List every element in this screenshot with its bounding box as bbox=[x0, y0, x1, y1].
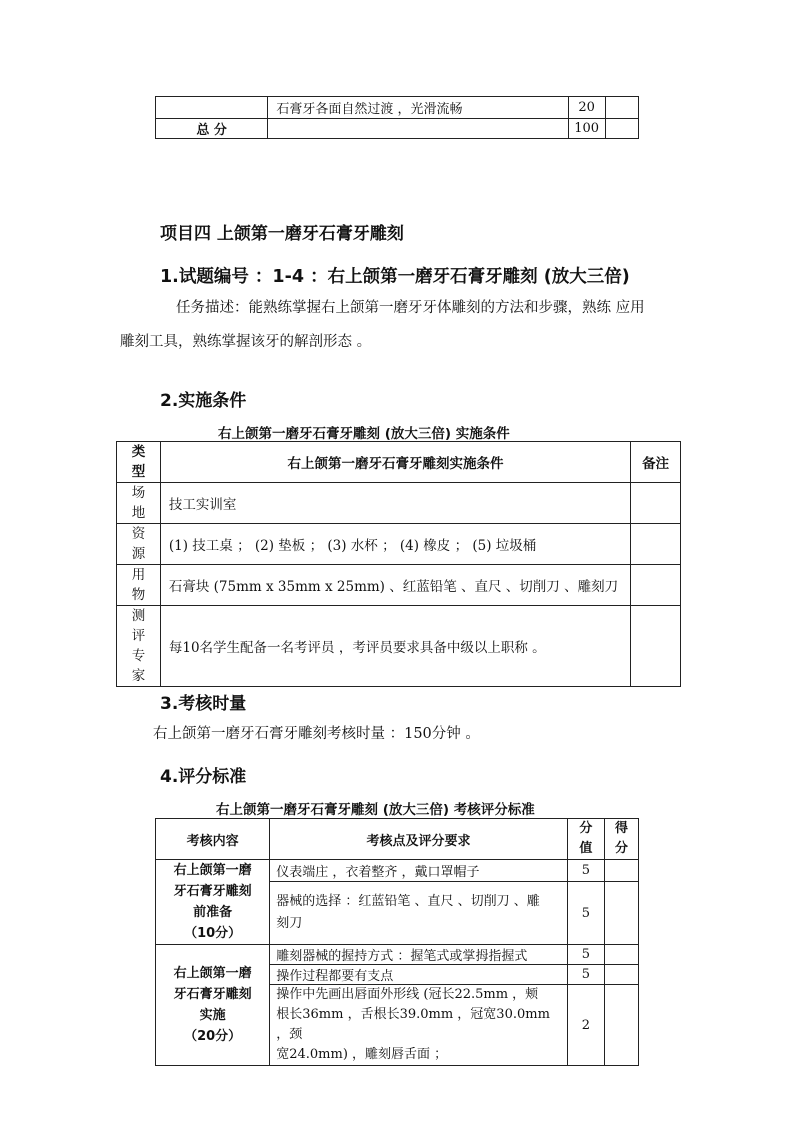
content-header: 考核内容 bbox=[156, 819, 270, 860]
score-header: 得 分 bbox=[604, 819, 638, 860]
score-cell bbox=[605, 97, 638, 119]
content-cell: (1) 技工桌 ； (2) 垫板 ； (3) 水杯 ； (4) 橡皮 ； (5) 垃圾桶 bbox=[160, 524, 630, 565]
section-1-heading: 1.试题编号 ：1-4 ：右上颌第一磨牙石膏牙雕刻 (放大三倍) bbox=[160, 267, 630, 287]
note-cell bbox=[631, 606, 681, 687]
score-cell bbox=[604, 965, 638, 985]
value-cell: 5 bbox=[567, 945, 604, 965]
score-cell bbox=[604, 985, 638, 1066]
task-description-line-2: 雕刻工具，熟练掌握该牙的解剖形态 。 bbox=[120, 334, 372, 350]
empty-cell bbox=[605, 119, 638, 139]
total-label: 总 分 bbox=[156, 119, 268, 139]
group-label-preparation: 右上颌第一磨 牙石膏牙雕刻 前准备 （10分） bbox=[156, 860, 270, 945]
criteria-cell: 器械的选择 ：红蓝铅笔 、直尺 、切削刀 、雕 刻刀 bbox=[270, 882, 568, 945]
criteria-cell: 操作过程都要有支点 bbox=[270, 965, 568, 985]
top-score-table bbox=[155, 96, 639, 139]
section-4-heading: 4.评分标准 bbox=[160, 767, 247, 787]
score-cell bbox=[604, 945, 638, 965]
value-cell: 2 bbox=[567, 985, 604, 1066]
note-cell bbox=[631, 483, 681, 524]
note-header: 备注 bbox=[631, 442, 681, 483]
points-header: 考核点及评分要求 bbox=[270, 819, 568, 860]
score-cell bbox=[604, 882, 638, 945]
conditions-table-caption: 右上颌第一磨牙石膏牙雕刻 (放大三倍) 实施条件 bbox=[218, 426, 510, 442]
type-header: 类 型 bbox=[117, 442, 161, 483]
score-cell bbox=[604, 860, 638, 882]
value-cell: 5 bbox=[567, 882, 604, 945]
section-3-heading: 3.考核时量 bbox=[160, 694, 247, 714]
content-cell: 技工实训室 bbox=[160, 483, 630, 524]
empty-cell bbox=[156, 97, 268, 119]
group-label-execution: 右上颌第一磨 牙石膏牙雕刻 实施 （20分） bbox=[156, 945, 270, 1066]
criteria-cell: 雕刻器械的握持方式 ：握笔式或掌拇指握式 bbox=[270, 945, 568, 965]
type-cell: 资 源 bbox=[117, 524, 161, 565]
type-cell: 测 评 专 家 bbox=[117, 606, 161, 687]
value-cell: 20 bbox=[568, 97, 605, 119]
content-cell: 每10名学生配备一名考评员 ，考评员要求具备中级以上职称 。 bbox=[160, 606, 630, 687]
conditions-table bbox=[116, 441, 681, 687]
task-description-line-1: 任务描述：能熟练掌握右上颌第一磨牙牙体雕刻的方法和步骤，熟练 应用 bbox=[176, 300, 645, 316]
criteria-cell: 石膏牙各面自然过渡 ，光滑流畅 bbox=[268, 97, 568, 119]
exam-duration-text: 右上颌第一磨牙石膏牙雕刻考核时量 ：150分钟 。 bbox=[153, 726, 480, 742]
scoring-table bbox=[155, 818, 639, 1066]
criteria-cell: 仪表端庄 ，衣着整齐 ，戴口罩帽子 bbox=[270, 860, 568, 882]
scoring-table-caption: 右上颌第一磨牙石膏牙雕刻 (放大三倍) 考核评分标准 bbox=[216, 802, 535, 818]
value-cell: 5 bbox=[567, 965, 604, 985]
note-cell bbox=[631, 565, 681, 606]
section-2-heading: 2.实施条件 bbox=[160, 391, 247, 411]
type-cell: 用 物 bbox=[117, 565, 161, 606]
project-title: 项目四 上颌第一磨牙石膏牙雕刻 bbox=[160, 224, 404, 244]
note-cell bbox=[631, 524, 681, 565]
empty-cell bbox=[268, 119, 568, 139]
value-header: 分 值 bbox=[567, 819, 604, 860]
content-header: 右上颌第一磨牙石膏牙雕刻实施条件 bbox=[160, 442, 630, 483]
type-cell: 场 地 bbox=[117, 483, 161, 524]
total-value: 100 bbox=[568, 119, 605, 139]
criteria-cell: 操作中先画出唇面外形线 (冠长22.5mm ，颊 根长36mm ，舌根长39.0mm ，冠宽30.0mm ，颈 宽24.0mm) ，雕刻唇舌面 ； bbox=[270, 985, 568, 1066]
content-cell: 石膏块 (75mm x 35mm x 25mm) 、红蓝铅笔 、直尺 、切削刀 、雕刻刀 bbox=[160, 565, 630, 606]
value-cell: 5 bbox=[567, 860, 604, 882]
